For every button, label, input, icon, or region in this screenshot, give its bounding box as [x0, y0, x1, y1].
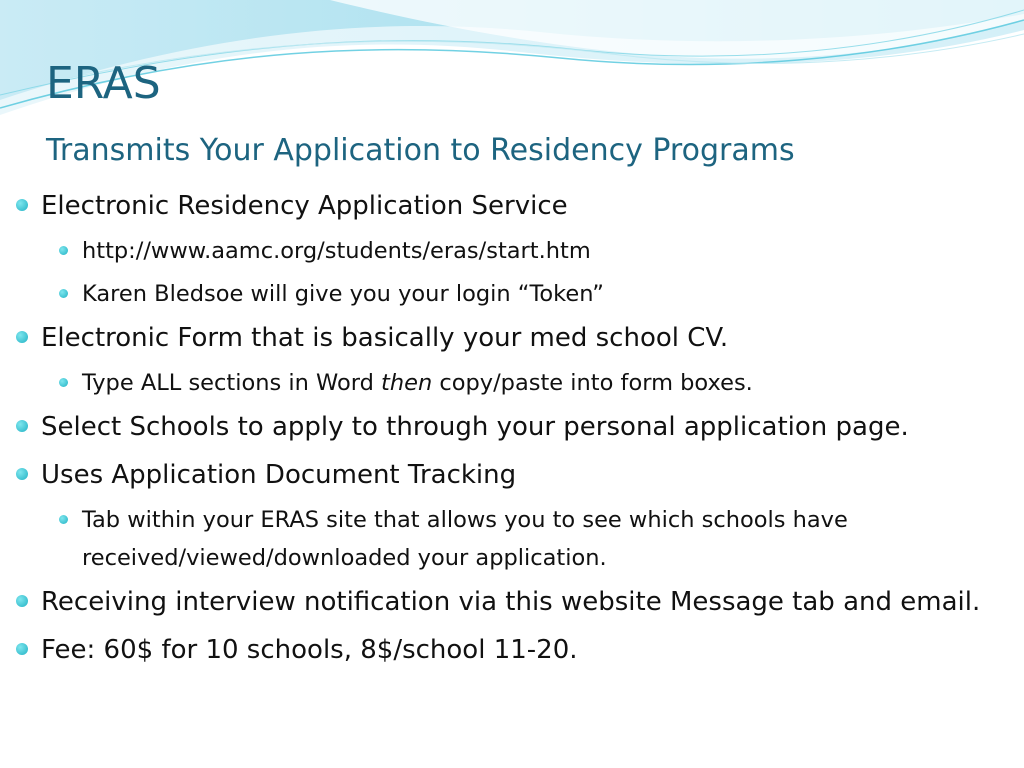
sub-bullet-list — [14, 232, 1004, 313]
sub-bullet-login-token — [14, 275, 1004, 313]
sub-bullet-list — [14, 364, 1004, 402]
sub-bullet-tracking-tab — [14, 501, 1004, 577]
sub-bullet-dot-icon — [59, 246, 68, 255]
sub-bullet-dot-icon — [59, 289, 68, 298]
bullet-dot-icon — [16, 643, 28, 655]
sub-bullet-text: Tab within your ERAS site that allows you to see which schools have received/viewed/downloaded your application. — [82, 507, 848, 571]
bullet-dot-icon — [16, 331, 28, 343]
bullet-dot-icon — [16, 199, 28, 211]
sub-bullet-eras-url — [14, 232, 1004, 270]
slide-body — [14, 186, 1004, 678]
eras-url-text: http://www.aamc.org/students/eras/start.htm — [82, 238, 591, 264]
sub-bullet-type-sections — [14, 364, 1004, 402]
bullet-interview-notification — [14, 582, 1004, 623]
bullet-dot-icon — [16, 420, 28, 432]
sub-list-wrapper — [14, 501, 1004, 577]
bullet-list — [14, 186, 1004, 671]
bullet-electronic-form — [14, 318, 1004, 359]
bullet-text: Select Schools to apply to through your personal application page. — [41, 412, 909, 442]
slide-title: ERAS — [46, 58, 161, 109]
bullet-select-schools — [14, 407, 1004, 448]
sub-bullet-dot-icon — [59, 378, 68, 387]
bullet-text: Uses Application Document Tracking — [41, 460, 517, 490]
sub-list-wrapper — [14, 232, 1004, 313]
sub-bullet-text-post: copy/paste into form boxes. — [432, 370, 753, 396]
sub-bullet-text-emphasis: then — [381, 370, 433, 396]
sub-list-wrapper — [14, 364, 1004, 402]
bullet-text: Receiving interview notification via this website Message tab and email. — [41, 587, 981, 617]
bullet-text: Electronic Residency Application Service — [41, 191, 568, 221]
bullet-document-tracking — [14, 455, 1004, 496]
sub-bullet-dot-icon — [59, 515, 68, 524]
slide-subtitle: Transmits Your Application to Residency Programs — [46, 133, 795, 168]
bullet-dot-icon — [16, 468, 28, 480]
bullet-text: Electronic Form that is basically your med school CV. — [41, 323, 729, 353]
sub-bullet-text: Karen Bledsoe will give you your login “Token” — [82, 281, 604, 307]
sub-bullet-list — [14, 501, 1004, 577]
bullet-eras-service — [14, 186, 1004, 227]
sub-bullet-text-pre: Type ALL sections in Word — [82, 370, 382, 396]
bullet-text: Fee: 60$ for 10 schools, 8$/school 11-20. — [41, 635, 578, 665]
bullet-fee — [14, 630, 1004, 671]
bullet-dot-icon — [16, 595, 28, 607]
